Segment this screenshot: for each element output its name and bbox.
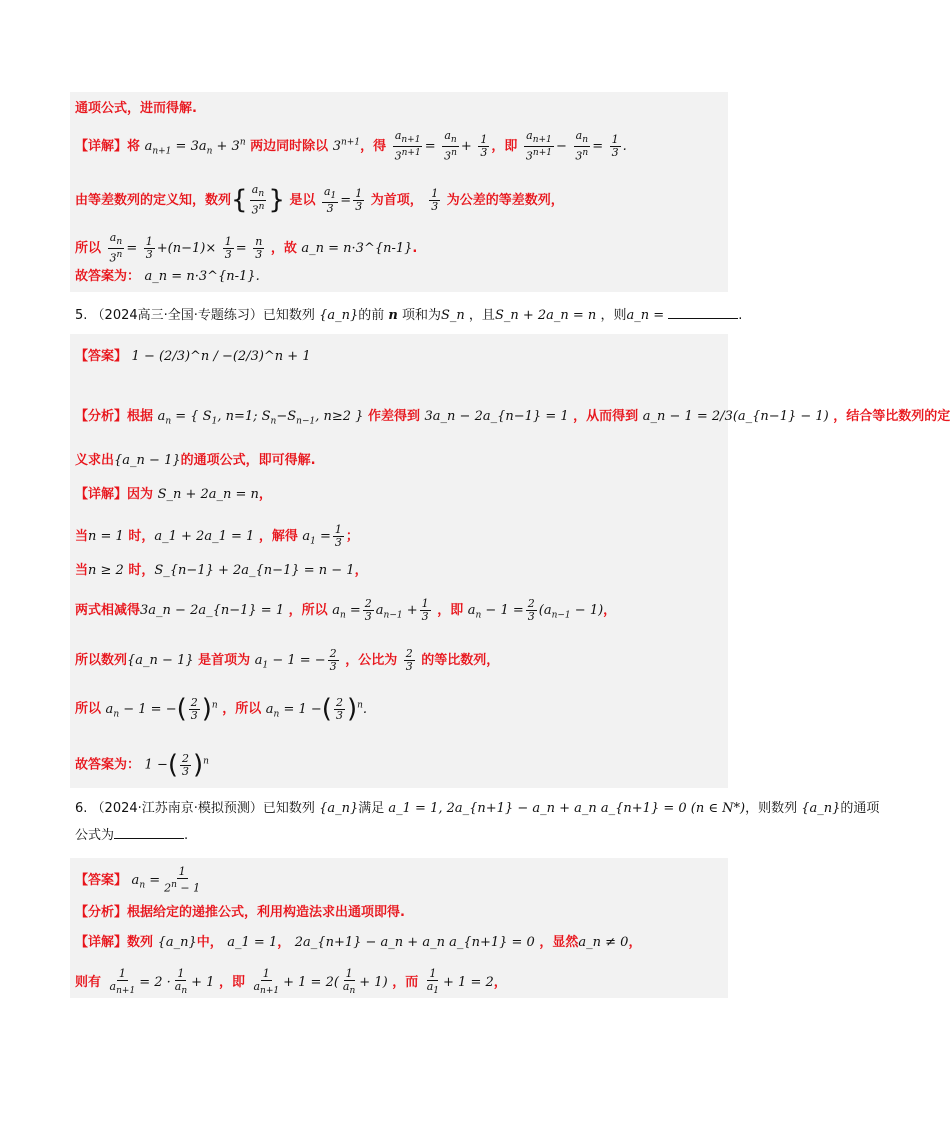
section4-detail: 【详解】将 $a_{n+1} = 3a_n + 3^n$ 两边同时除以 $3^{n+1}$，得 $\frac{a_{n+1}}{3^{n+1}}$ = $\frac{a_n}{3^n}$ + $\frac{1}{3}$ ，即 $\frac{a_{n+1}}{3^{n+1}}$ − $\frac{a_n}{3^n}$ = $\frac{1}{3}$ .: [75, 129, 627, 163]
q5-detail-3: 当n ≥ 2 时，S_{n−1} + 2a_{n−1} = n − 1，: [75, 563, 368, 578]
q5-question: 5. （2024高三·全国·专题练习）已知数列 {a_n}的前 n 项和为S_n ，且S_n + 2a_n = n ，则a_n = .: [75, 308, 743, 323]
q5-detail-4: 两式相减得3a_n − 2a_{n−1} = 1 ，所以 $a_n$ = $\frac{2}{3}$ $a_{n-1}$ + $\frac{1}{3}$ ，即 $a_n - 1$ = $\frac{2}{3}$ $(a_{n-1} - 1)$，: [75, 597, 617, 623]
answer-blank-q6[interactable]: [114, 826, 184, 839]
q6-question: 6. （2024·江苏南京·模拟预测）已知数列 {a_n}满足 a_1 = 1, 2a_{n+1} − a_n + a_n a_{n+1} = 0 (n ∈ N*)，则数列 {a_n}的通项: [75, 801, 880, 816]
recurrence-eq: $a_{n+1} = 3a_n + 3^n$: [144, 137, 246, 157]
q5-answer-formula: 1 − (2/3)^n / −(2/3)^n + 1: [131, 349, 311, 364]
q5-detail-2: 当n = 1 时，a_1 + 2a_1 = 1 ，解得 $a_1$ = $\frac{1}{3}$ ；: [75, 523, 359, 549]
q6-analysis: 【分析】根据给定的递推公式，利用构造法求出通项即得.: [75, 905, 405, 920]
q5-detail-6: 所以 $a_n - 1$ = −( $\frac{2}{3}$ )$^n$ ，所以 $a_n = 1$ −( $\frac{2}{3}$ )$^n$.: [75, 694, 368, 724]
q5-detail-5: 所以数列{a_n − 1} 是首项为 $a_1 - 1$ = − $\frac{2}{3}$ ，公比为 $\frac{2}{3}$ 的等比数列，: [75, 647, 500, 673]
section4-answer: 故答案为： a_n = n·3^{n-1}.: [75, 269, 260, 284]
q5-detail-1: 【详解】因为 S_n + 2a_n = n，: [75, 487, 272, 502]
section4-line3: 由等差数列的定义知，数列{ $\frac{a_n}{3^n}$ } 是以 $\frac{a_1}{3}$ = $\frac{1}{3}$ 为首项， $\frac{1}{3}$ 为公差的等差数列，: [75, 183, 564, 217]
q6-question-2: 公式为 .: [75, 828, 189, 843]
answer-blank[interactable]: [668, 306, 738, 319]
detail-label: 【详解】: [75, 138, 128, 154]
section4-line4: 所以 $\frac{a_n}{3^n}$ = $\frac{1}{3}$ +(n−1)× $\frac{1}{3}$ = $\frac{n}{3}$ ，故 a_n = n·3^{n-1}.: [75, 231, 418, 265]
q6-detail-1: 【详解】数列 {a_n}中， a_1 = 1， 2a_{n+1} − a_n + a_n a_{n+1} = 0 ，显然a_n ≠ 0，: [75, 935, 642, 950]
q5-detail-answer: 故答案为： 1 −( $\frac{2}{3}$ )$^n$: [75, 750, 209, 780]
q5-analysis: 【分析】根据 $a_n$ = { $S_1$, n=1; $S_n-S_{n-1}$, n≥2 } 作差得到 3a_n − 2a_{n−1} = 1 ，从而得到 a_n − 1 = 2/3(a_{n−1} − 1) ，结合等比数列的定: [75, 409, 950, 427]
q6-answer: 【答案】 $a_n$ = $\frac{1}{2^n - 1}$: [75, 865, 201, 895]
section4-line1: 通项公式，进而得解.: [75, 101, 197, 116]
q5-analysis-2: 义求出{a_n − 1}的通项公式，即可得解.: [75, 453, 316, 468]
q5-answer: 【答案】 1 − (2/3)^n / −(2/3)^n + 1: [75, 349, 311, 364]
q6-detail-2: 则有 $\frac{1}{a_{n+1}}$ = 2 · $\frac{1}{a_n}$ + 1 ，即 $\frac{1}{a_{n+1}}$ + 1 = 2( $\frac{1}{a_n}$ + 1) ，而 $\frac{1}{a_1}$ + 1 = 2，: [75, 967, 507, 997]
